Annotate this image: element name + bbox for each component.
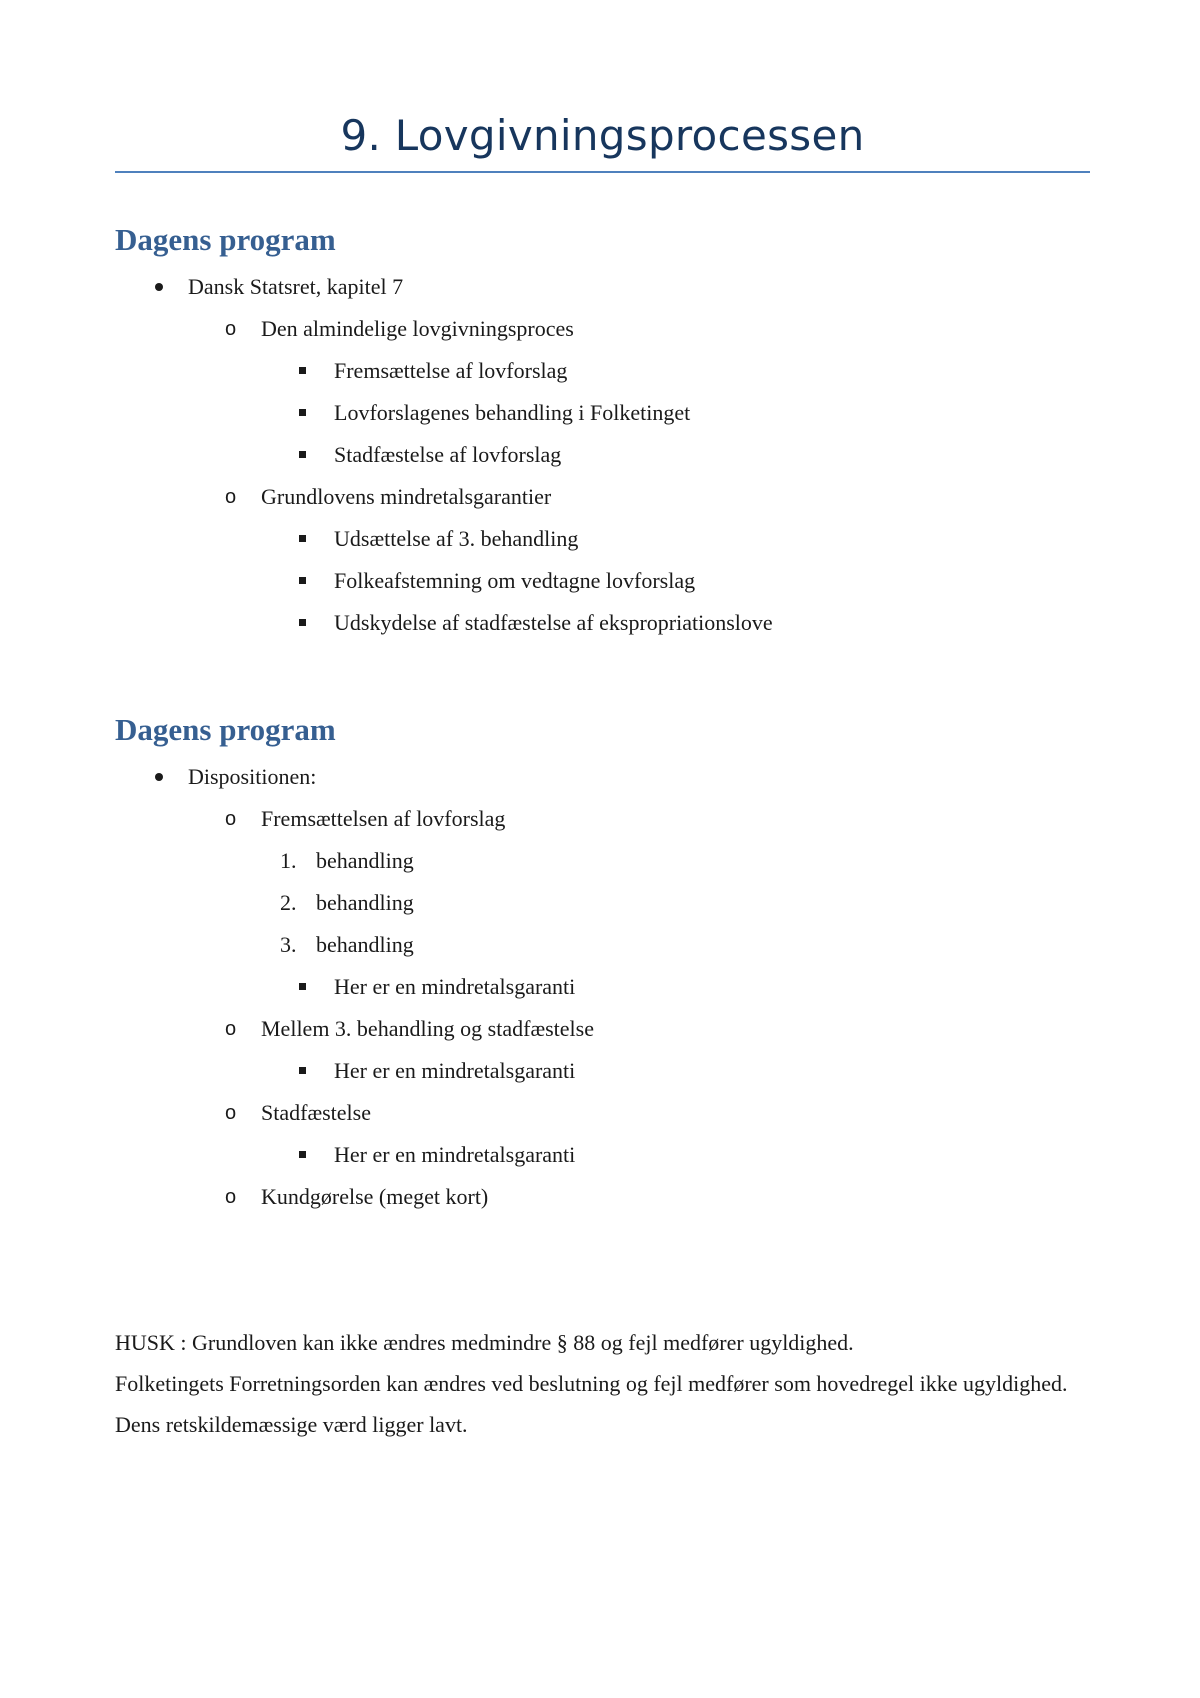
list-item bbox=[115, 1176, 1090, 1218]
list-item bbox=[115, 1050, 1090, 1092]
program-list bbox=[115, 266, 1090, 644]
numbered-item bbox=[115, 882, 1090, 924]
note-block bbox=[115, 1322, 1090, 1445]
numbered-item bbox=[115, 840, 1090, 882]
list-number: 2. bbox=[280, 890, 297, 915]
list-item bbox=[115, 602, 1090, 644]
list-item-text: Her er en mindretalsgaranti bbox=[334, 1058, 576, 1083]
numbered-item bbox=[115, 924, 1090, 966]
bullet-square-icon bbox=[299, 577, 306, 584]
list-item bbox=[115, 1008, 1090, 1050]
section-heading: Dagens program bbox=[115, 712, 336, 747]
bullet-circle-icon: o bbox=[225, 486, 237, 508]
list-item-text: Dansk Statsret, kapitel 7 bbox=[188, 274, 404, 299]
section-program-1 bbox=[115, 222, 1090, 644]
list-item bbox=[115, 434, 1090, 476]
list-item bbox=[115, 266, 1090, 308]
list-item bbox=[115, 1134, 1090, 1176]
section-program-2 bbox=[115, 712, 1090, 1218]
list-item-text: Udskydelse af stadfæstelse af ekspropriationslove bbox=[334, 610, 773, 635]
list-item-text: behandling bbox=[316, 932, 414, 957]
list-item bbox=[115, 476, 1090, 518]
list-item bbox=[115, 392, 1090, 434]
list-item-text: Lovforslagenes behandling i Folketinget bbox=[334, 400, 691, 425]
list-item-text: Dispositionen: bbox=[188, 764, 317, 789]
list-item-text: Den almindelige lovgivningsproces bbox=[261, 316, 574, 341]
list-item-text: Mellem 3. behandling og stadfæstelse bbox=[261, 1016, 594, 1041]
list-item bbox=[115, 966, 1090, 1008]
disposition-list bbox=[115, 756, 1090, 1218]
list-item bbox=[115, 756, 1090, 798]
list-item-text: Her er en mindretalsgaranti bbox=[334, 974, 576, 999]
note-paragraph: HUSK : Grundloven kan ikke ændres medmindre § 88 og fejl medfører ugyldighed. bbox=[115, 1330, 854, 1355]
section-heading: Dagens program bbox=[115, 222, 336, 257]
list-number: 1. bbox=[280, 848, 297, 873]
list-item-text: behandling bbox=[316, 848, 414, 873]
bullet-square-icon bbox=[299, 1067, 306, 1074]
document-title: 9. Lovgivningsprocessen bbox=[340, 111, 865, 160]
bullet-square-icon bbox=[299, 409, 306, 416]
list-item-text: Stadfæstelse af lovforslag bbox=[334, 442, 562, 467]
bullet-square-icon bbox=[299, 451, 306, 458]
list-item bbox=[115, 308, 1090, 350]
title-underline bbox=[115, 171, 1090, 173]
list-item-text: Udsættelse af 3. behandling bbox=[334, 526, 579, 551]
bullet-square-icon bbox=[299, 535, 306, 542]
list-item-text: behandling bbox=[316, 890, 414, 915]
list-item bbox=[115, 350, 1090, 392]
bullet-circle-icon: o bbox=[225, 1186, 237, 1208]
bullet-circle-icon: o bbox=[225, 318, 237, 340]
bullet-square-icon bbox=[299, 619, 306, 626]
bullet-square-icon bbox=[299, 1151, 306, 1158]
list-item-text: Stadfæstelse bbox=[261, 1100, 371, 1125]
list-item-text: Fremsættelsen af lovforslag bbox=[261, 806, 506, 831]
bullet-dot-icon bbox=[155, 283, 163, 291]
list-item bbox=[115, 518, 1090, 560]
list-item-text: Her er en mindretalsgaranti bbox=[334, 1142, 576, 1167]
list-item bbox=[115, 798, 1090, 840]
bullet-dot-icon bbox=[155, 773, 163, 781]
list-number: 3. bbox=[280, 932, 297, 957]
bullet-square-icon bbox=[299, 367, 306, 374]
list-item bbox=[115, 1092, 1090, 1134]
list-item-text: Folkeafstemning om vedtagne lovforslag bbox=[334, 568, 696, 593]
bullet-circle-icon: o bbox=[225, 1018, 237, 1040]
bullet-circle-icon: o bbox=[225, 1102, 237, 1124]
bullet-circle-icon: o bbox=[225, 808, 237, 830]
bullet-square-icon bbox=[299, 983, 306, 990]
list-item bbox=[115, 560, 1090, 602]
list-item-text: Kundgørelse (meget kort) bbox=[261, 1184, 489, 1209]
list-item-text: Fremsættelse af lovforslag bbox=[334, 358, 568, 383]
list-item-text: Grundlovens mindretalsgarantier bbox=[261, 484, 552, 509]
note-paragraph: Folketingets Forretningsorden kan ændres ved beslutning og fejl medfører som hovedregel ikke ugyldighed. Dens retskildemæssige værd ligger lavt. bbox=[115, 1371, 1068, 1437]
document-page bbox=[115, 0, 1090, 1437]
